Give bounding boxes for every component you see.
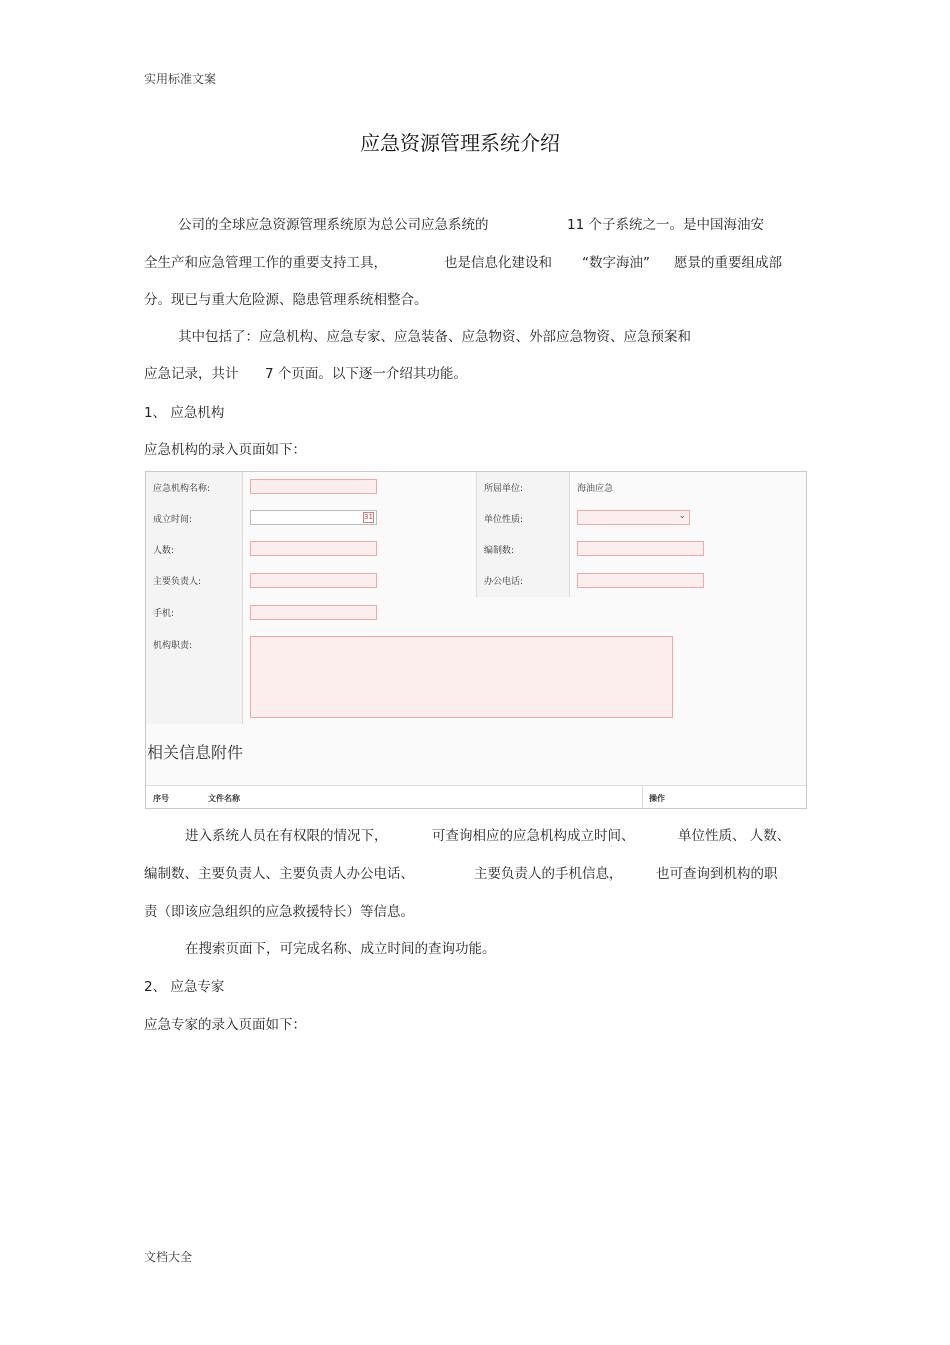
paragraph-text: 也是信息化建设和 xyxy=(444,255,552,271)
form-row xyxy=(146,534,806,566)
duties-textarea[interactable] xyxy=(250,636,673,718)
form-row xyxy=(146,629,806,725)
paragraph-text: 11 个子系统之一。是中国海油安 xyxy=(567,217,764,233)
paragraph-text: 编制数、主要负责人、主要负责人办公电话、 xyxy=(144,866,414,882)
mobile-label: 手机: xyxy=(146,597,243,629)
dept-cell xyxy=(570,472,806,503)
org-name-cell xyxy=(243,472,476,503)
headcount-label: 人数: xyxy=(146,534,243,565)
col-filename-header: 文件名称 xyxy=(208,794,240,803)
unit-type-cell xyxy=(570,503,806,534)
founded-cell xyxy=(243,503,476,534)
form-row xyxy=(146,472,806,504)
duties-label: 机构职责: xyxy=(146,629,243,724)
paragraph-text: 应急专家的录入页面如下： xyxy=(144,1017,306,1033)
paragraph-text: 公司的全球应急资源管理系统原为总公司应急系统的 xyxy=(178,217,489,233)
column-divider xyxy=(642,785,643,809)
founded-label: 成立时间: xyxy=(146,503,243,534)
unit-type-label: 单位性质: xyxy=(476,503,570,534)
org-entry-form-screenshot xyxy=(145,471,807,809)
office-phone-input[interactable] xyxy=(577,573,704,588)
staffing-cell xyxy=(570,534,806,565)
paragraph-text: 在搜索页面下，可完成名称、成立时间的查询功能。 xyxy=(185,941,496,957)
paragraph-text: 进入系统人员在有权限的情况下， xyxy=(185,828,388,844)
paragraph-text: 全生产和应急管理工作的重要支持工具， xyxy=(144,255,387,271)
headcount-cell xyxy=(243,534,476,565)
org-name-label: 应急机构名称: xyxy=(146,472,243,503)
duties-cell xyxy=(243,629,806,724)
paragraph-text: 其中包括了：应急机构、应急专家、应急装备、应急物资、外部应急物资、应急预案和 xyxy=(178,329,691,345)
paragraph-text: 7 个页面。以下逐一介绍其功能。 xyxy=(265,366,467,382)
paragraph-text: 主要负责人的手机信息， xyxy=(474,866,623,882)
paragraph-text: 责（即该应急组织的应急救援特长）等信息。 xyxy=(144,904,414,920)
staffing-input[interactable] xyxy=(577,541,704,556)
page-header: 实用标准文案 xyxy=(144,72,217,86)
document-title: 应急资源管理系统介绍 xyxy=(360,131,560,155)
mobile-cell xyxy=(243,597,806,629)
unit-type-select[interactable] xyxy=(577,510,690,525)
paragraph-text: “数字海油” xyxy=(582,255,650,271)
section-heading: 1、 应急机构 xyxy=(144,405,225,421)
page-footer: 文档大全 xyxy=(144,1250,193,1264)
section-heading: 2、 应急专家 xyxy=(144,979,225,995)
attachments-header-row xyxy=(146,724,806,770)
chevron-down-icon: ⌄ xyxy=(678,511,686,521)
leader-label: 主要负责人: xyxy=(146,565,243,597)
paragraph-text: 应急机构的录入页面如下： xyxy=(144,442,306,458)
col-action-header: 操作 xyxy=(649,794,665,803)
leader-cell xyxy=(243,565,476,597)
form-row xyxy=(146,565,806,598)
paragraph-text: 可查询相应的应急机构成立时间、 xyxy=(432,828,635,844)
staffing-label: 编制数: xyxy=(476,534,570,565)
paragraph-text: 愿景的重要组成部 xyxy=(674,255,782,271)
headcount-input[interactable] xyxy=(250,541,377,556)
founded-date-input[interactable] xyxy=(250,510,377,525)
org-name-input[interactable] xyxy=(250,479,377,494)
paragraph-text: 应急记录，共计 xyxy=(144,366,239,382)
form-row xyxy=(146,503,806,535)
form-row xyxy=(146,597,806,630)
dept-label: 所屈单位: xyxy=(476,472,570,503)
office-phone-cell xyxy=(570,565,806,597)
calendar-icon[interactable]: 31 xyxy=(364,513,373,521)
leader-input[interactable] xyxy=(250,573,377,588)
paragraph-text: 也可查询到机构的职 xyxy=(656,866,778,882)
attachments-spacer-row xyxy=(146,769,806,786)
col-index-header: 序号 xyxy=(153,794,169,803)
paragraph-text: 单位性质、 人数、 xyxy=(678,828,791,844)
dept-value: 海油应急 xyxy=(577,484,614,494)
mobile-input[interactable] xyxy=(250,605,377,620)
attachments-title: 相关信息附件 xyxy=(147,743,244,762)
office-phone-label: 办公电话: xyxy=(476,565,570,597)
paragraph-text: 分。现已与重大危险源、隐患管理系统相整合。 xyxy=(144,292,428,308)
